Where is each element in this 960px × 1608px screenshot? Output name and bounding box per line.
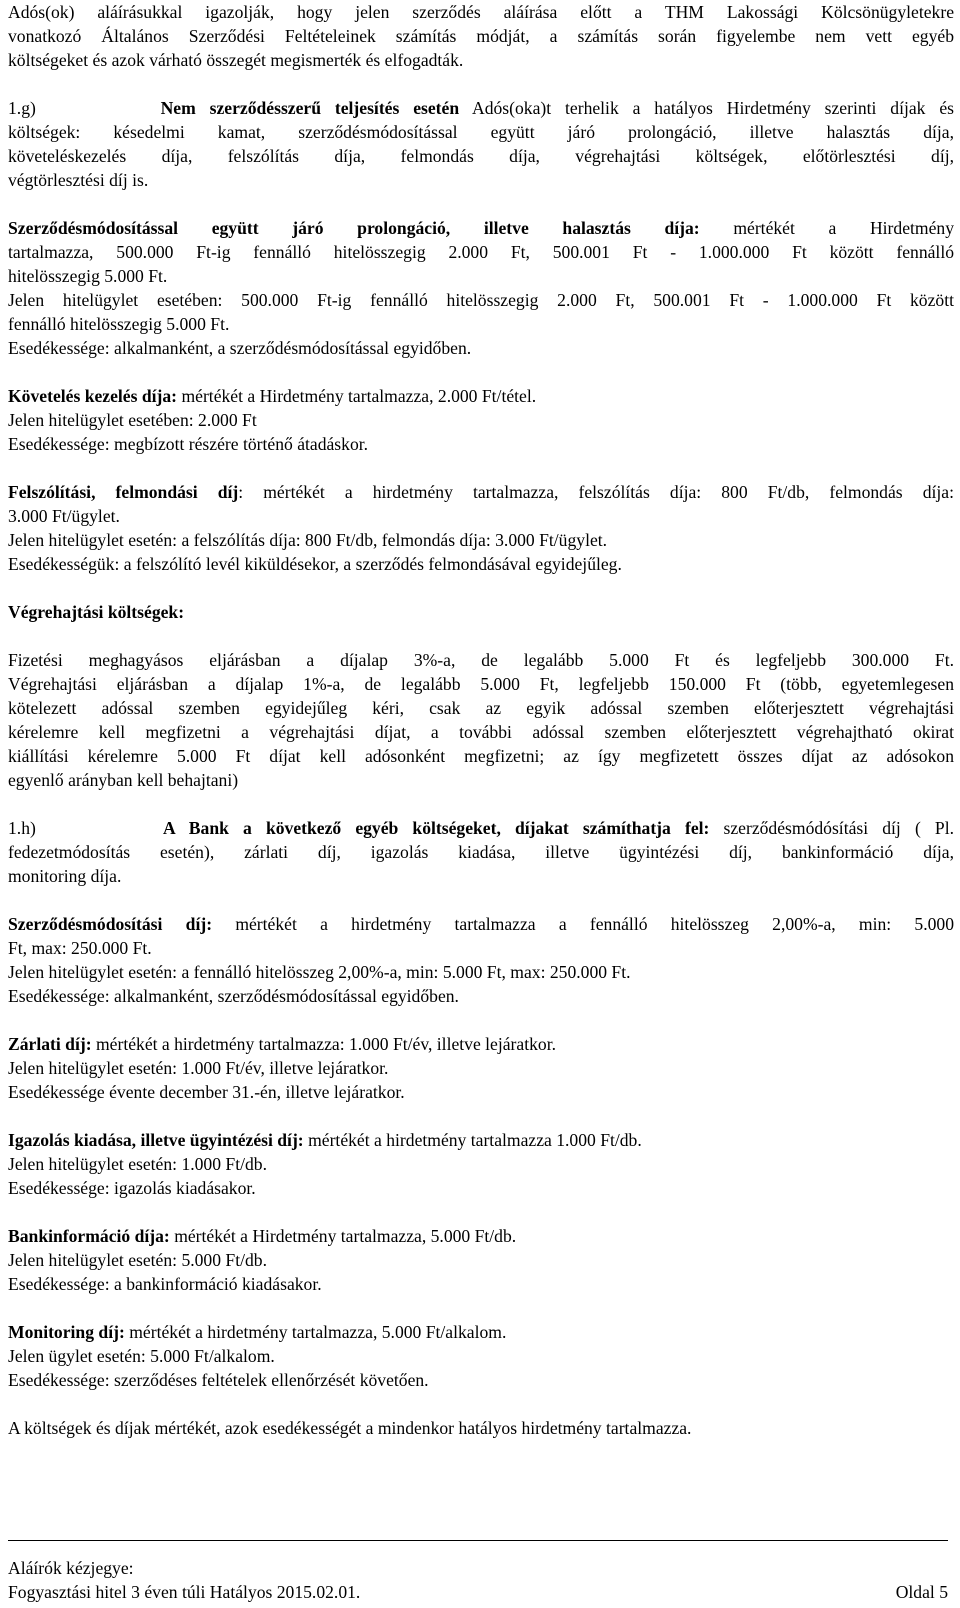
prolongation-line-3: hitelösszegig 5.000 Ft. [8, 266, 168, 286]
closing-line-3: Esedékessége évente december 31.-én, illetve lejáratkor. [8, 1082, 405, 1102]
section-1h-line-2: fedezetmódosítás esetén), zárlati díj, igazolás kiadása, illetve ügyintézési díj, bankinformáció díja, [8, 842, 954, 862]
claims-line-2: Jelen hitelügylet esetében: 2.000 Ft [8, 410, 257, 430]
footer-info-row [8, 1580, 948, 1604]
prolongation-line-2: tartalmazza, 500.000 Ft-ig fennálló hitelösszegig 2.000 Ft, 500.001 Ft - 1.000.000 Ft között fennálló [8, 242, 954, 262]
enforcement-line-6: egyenlő arányban kell behajtani) [8, 770, 239, 790]
page-footer [8, 1556, 948, 1604]
section-1g-line-2: költségek: késedelmi kamat, szerződésmódosítással együtt járó prolongáció, illetve halasztás díja, [8, 122, 954, 142]
section-1g-number: 1.g) [8, 98, 36, 118]
enforcement-line-5: kiállítási kérelemre 5.000 Ft díjat kell adósonként megfizetni; az így megfizetett összes díjat az adósokon [8, 746, 954, 766]
monitoring-heading: Monitoring díj: [8, 1322, 125, 1342]
section-1h-text: szerződésmódósítási díj ( Pl. [723, 818, 954, 838]
bankinfo-text: mértékét a Hirdetmény tartalmazza, 5.000 Ft/db. [174, 1226, 517, 1246]
notice-text: : mértékét a hirdetmény tartalmazza, felszólítás díja: 800 Ft/db, felmondás díja: [238, 482, 954, 502]
closing-statement: A költségek és díjak mértékét, azok esedékességét a mindenkor hatályos hirdetmény tartalmazza. [8, 1418, 692, 1438]
monitoring-line-3: Esedékessége: szerződéses feltételek ellenőrzését követően. [8, 1370, 429, 1390]
closing-line-2: Jelen hitelügylet esetén: 1.000 Ft/év, illetve lejáratkor. [8, 1058, 389, 1078]
certificate-fee-block [8, 1128, 954, 1200]
prolongation-line-1 [8, 216, 954, 240]
closing-fee-block [8, 1032, 954, 1104]
notice-line-2: 3.000 Ft/ügylet. [8, 506, 120, 526]
bankinfo-line-3: Esedékessége: a bankinformáció kiadásakor. [8, 1274, 322, 1294]
claims-line-3: Esedékessége: megbízott részére történő átadáskor. [8, 434, 369, 454]
monitoring-text: mértékét a hirdetmény tartalmazza, 5.000 Ft/alkalom. [129, 1322, 507, 1342]
section-1g-text: Adós(oka)t terhelik a hatályos Hirdetmény szerinti díjak és [472, 98, 954, 118]
certificate-line-2: Jelen hitelügylet esetén: 1.000 Ft/db. [8, 1154, 267, 1174]
closing-line-1 [8, 1032, 954, 1056]
section-1g-heading: Nem szerződésszerű teljesítés esetén [160, 98, 460, 118]
enforcement-line-4: kérelemre kell megfizetni a végrehajtási díjat, a további adóssal szemben előterjesztett végrehajtható okirat [8, 722, 954, 742]
bankinfo-fee-block [8, 1224, 954, 1296]
notice-line-4: Esedékességük: a felszólító levél kiküldésekor, a szerződés felmondásával egyidejűleg. [8, 554, 622, 574]
section-1g-line-4: végtörlesztési díj is. [8, 170, 149, 190]
section-1h-heading: A Bank a következő egyéb költségeket, díjakat számíthatja fel: [162, 818, 710, 838]
closing-text: mértékét a hirdetmény tartalmazza: 1.000 Ft/év, illetve lejáratkor. [95, 1034, 556, 1054]
modification-line-4: Esedékessége: alkalmanként, szerződésmódosítással egyidőben. [8, 986, 459, 1006]
claims-line-1 [8, 384, 954, 408]
closing-heading: Zárlati díj: [8, 1034, 92, 1054]
bankinfo-heading: Bankinformáció díja: [8, 1226, 170, 1246]
modification-fee-block [8, 912, 954, 1008]
monitoring-line-1 [8, 1320, 954, 1344]
monitoring-line-2: Jelen ügylet esetén: 5.000 Ft/alkalom. [8, 1346, 275, 1366]
certificate-line-3: Esedékessége: igazolás kiadásakor. [8, 1178, 256, 1198]
monitoring-fee-block [8, 1320, 954, 1392]
claims-text: mértékét a Hirdetmény tartalmazza, 2.000 Ft/tétel. [181, 386, 537, 406]
prolongation-line-6: Esedékessége: alkalmanként, a szerződésmódosítással egyidőben. [8, 338, 472, 358]
section-1h-line-3: monitoring díja. [8, 866, 122, 886]
notice-line-1 [8, 480, 954, 504]
modification-heading: Szerződésmódosítási díj: [8, 914, 213, 934]
modification-text: mértékét a hirdetmény tartalmazza a fennálló hitelösszeg 2,00%-a, min: 5.000 [235, 914, 955, 934]
document-page [8, 0, 954, 1608]
section-1g-line-3: követeléskezelés díja, felszólítás díja, felmondás díja, végrehajtási költségek, előtörlesztési díj, [8, 146, 954, 166]
notice-line-3: Jelen hitelügylet esetén: a felszólítás díja: 800 Ft/db, felmondás díja: 3.000 Ft/ügylet. [8, 530, 608, 550]
prolongation-line-4: Jelen hitelügylet esetében: 500.000 Ft-ig fennálló hitelösszegig 2.000 Ft, 500.001 Ft - 1.000.000 Ft között [8, 290, 954, 310]
section-1g-line-1 [8, 96, 954, 120]
modification-line-1 [8, 912, 954, 936]
modification-line-3: Jelen hitelügylet esetén: a fennálló hitelösszeg 2,00%-a, min: 5.000 Ft, max: 250.000 Ft. [8, 962, 631, 982]
claims-fee-block [8, 384, 954, 456]
prolongation-fee-block [8, 216, 954, 360]
enforcement-line-3: kötelezett adóssal szemben egyidejűleg kéri, csak az egyik adóssal szemben előterjesztett végrehajtási [8, 698, 954, 718]
section-1g [8, 96, 954, 192]
modification-line-2: Ft, max: 250.000 Ft. [8, 938, 152, 958]
enforcement-heading: Végrehajtási költségek: [8, 602, 185, 622]
page-number: Oldal 5 [895, 1582, 948, 1602]
document-name: Fogyasztási hitel 3 éven túli Hatályos 2015.02.01. [8, 1582, 361, 1602]
enforcement-line-1: Fizetési meghagyásos eljárásban a díjalap 3%-a, de legalább 5.000 Ft és legfeljebb 300.000 Ft. [8, 650, 954, 670]
intro-line-3: költségeket és azok várható összegét megismerték és elfogadták. [8, 50, 464, 70]
bankinfo-line-1 [8, 1224, 954, 1248]
enforcement-block [8, 600, 954, 792]
notice-heading: Felszólítási, felmondási díj [8, 482, 239, 502]
enforcement-heading-line [8, 600, 954, 624]
certificate-line-1 [8, 1128, 954, 1152]
prolongation-heading: Szerződésmódosítással együtt járó prolongáció, illetve halasztás díja: [8, 218, 700, 238]
intro-line-2: vonatkozó Általános Szerződési Feltételeinek számítás módját, a számítás során figyelembe nem vett egyéb [8, 26, 954, 46]
prolongation-text: mértékét a Hirdetmény [733, 218, 955, 238]
intro-line-1: Adós(ok) aláírásukkal igazolják, hogy jelen szerződés aláírása előtt a THM Lakossági Kölcsönügyletekre [8, 2, 954, 22]
prolongation-line-5: fennálló hitelösszegig 5.000 Ft. [8, 314, 230, 334]
intro-paragraph [8, 0, 954, 72]
certificate-text: mértékét a hirdetmény tartalmazza 1.000 Ft/db. [308, 1130, 642, 1150]
notice-fee-block [8, 480, 954, 576]
certificate-heading: Igazolás kiadása, illetve ügyintézési díj: [8, 1130, 304, 1150]
section-1h [8, 816, 954, 888]
enforcement-line-2: Végrehajtási eljárásban a díjalap 1%-a, de legalább 5.000 Ft, legfeljebb 150.000 Ft (több, egyetemlegesen [8, 674, 954, 694]
claims-heading: Követelés kezelés díja: [8, 386, 178, 406]
signature-label: Aláírók kézjegye: [8, 1558, 134, 1578]
footer-divider [8, 1540, 948, 1541]
section-1h-line-1 [8, 816, 954, 840]
bankinfo-line-2: Jelen hitelügylet esetén: 5.000 Ft/db. [8, 1250, 267, 1270]
section-1h-number: 1.h) [8, 818, 36, 838]
